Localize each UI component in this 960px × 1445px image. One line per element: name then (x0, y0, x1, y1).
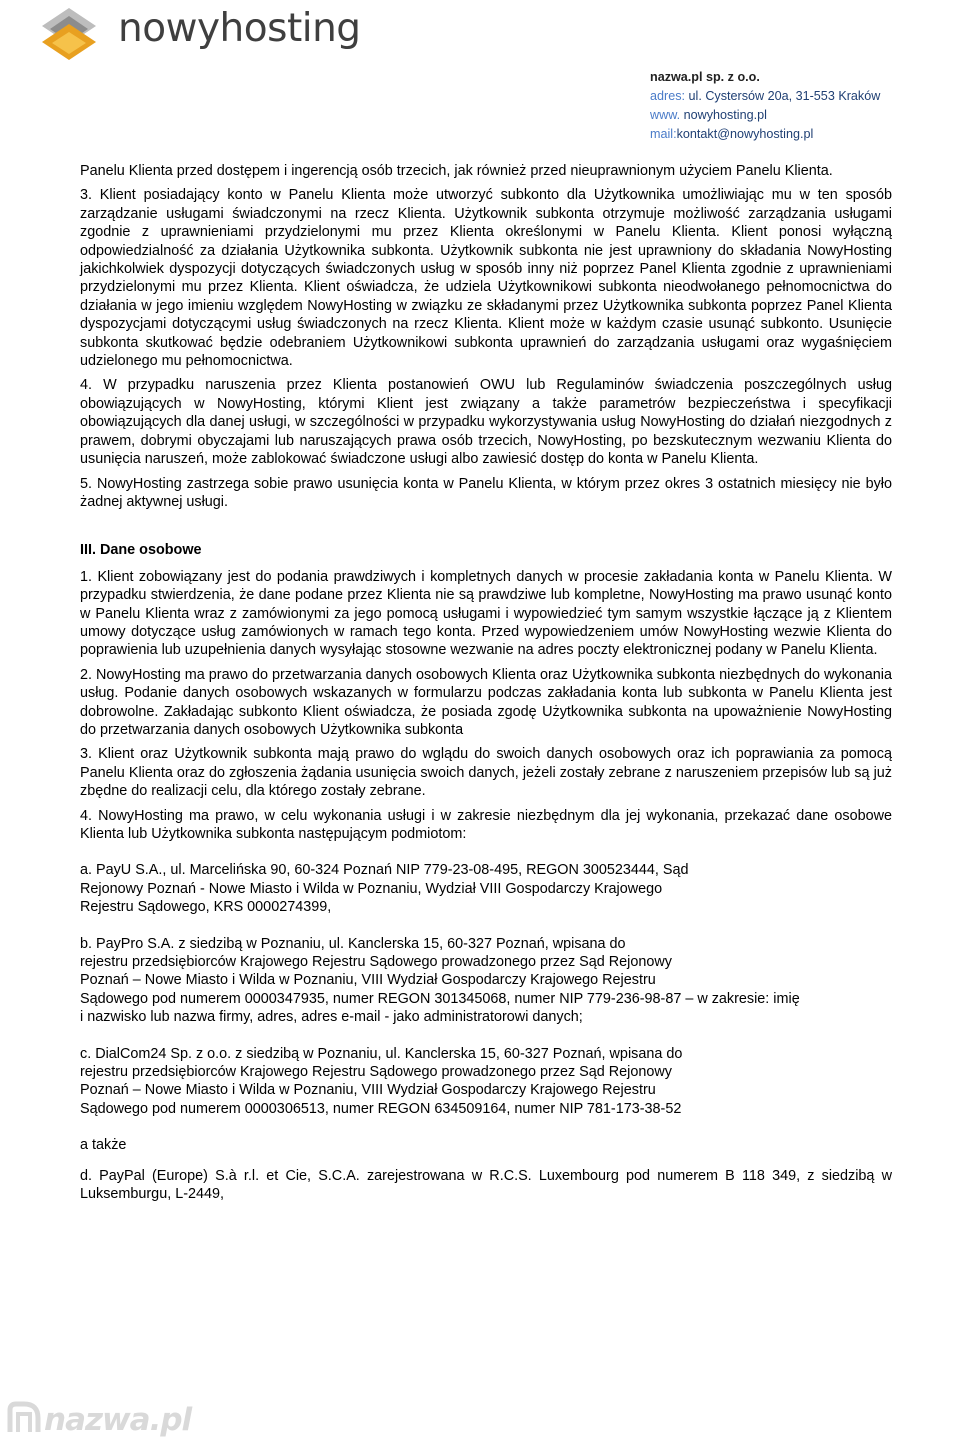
section-paragraph-2: 2. NowyHosting ma prawo do przetwarzania danych osobowych Klienta oraz Użytkownika subkonta niezbędnych do wykonania usług. Podanie danych osobowych wskazanych w formularzu podczas zakładania konta lub subkonta w Panelu Klienta jest dobrowolne. Zakładając subkonto Klient oświadcza, że posiada zgodę Użytkownika subkonta na upoważnienie NowyHosting do przetwarzania danych osobowych Użytkownika subkonta (80, 666, 892, 738)
company-www (650, 106, 880, 125)
mail-label: mail: (650, 127, 677, 141)
www-label: www. (650, 108, 681, 122)
paragraph-3: 3. Klient posiadający konto w Panelu Klienta może utworzyć subkonto dla Użytkownika umożliwiając mu w ten sposób zarządzanie usługami świadczonymi na rzecz Klienta. Użytkownik subkonta otrzymuje możliwość zarządzania usługami zgodnie z uprawnieniami przydzielonymi mu przez Klienta określonymi w Panelu Klienta. Klient ponosi wyłączną odpowiedzialność za działania Użytkownika subkonta. Użytkownik subkonta nie jest uprawniony do składania NowyHosting jakichkolwiek dyspozycji dotyczących świadczonych usług w sposób inny niż poprzez Panel Klienta zgodnie z uprawnieniami przydzielonymi mu przez Klienta. Klient oświadcza, że udziela Użytkownikowi subkonta nieodwołanego pełnomocnictwa do działania w jego imieniu względem NowyHosting w związku ze składanymi przez Użytkownika subkonta poprzez Panel Klienta dyspozycjami dotyczącymi usług świadczonych na rzecz Klienta. Klient może w każdym czasie usunąć subkonto. Usunięcie subkonta skutkować będzie odebraniem Użytkownikowi subkonta uprawnień do zarządzania usługami oraz wygaśnięciem udzielonego mu pełnomocnictwa. (80, 187, 892, 370)
company-info (650, 68, 880, 144)
document-body (80, 162, 892, 1210)
entity-paypal: d. PayPal (Europe) S.à r.l. et Cie, S.C.A. zarejestrowana w R.C.S. Luxembourg pod numerem B 118 349, z siedzibą w Luksemburgu, L-2449, (80, 1167, 892, 1203)
nazwa-logo (2, 1398, 192, 1442)
entity-line: Poznań – Nowe Miasto i Wilda w Poznaniu, VIII Wydział Gospodarczy Krajowego Rejestru (80, 972, 656, 989)
address-label: adres: (650, 89, 686, 103)
entity-line: rejestru przedsiębiorców Krajowego Rejestru Sądowego prowadzonego przez Sąd Rejonowy (80, 954, 672, 971)
entity-line: Rejonowy Poznań - Nowe Miasto i Wilda w Poznaniu, Wydział VIII Gospodarczy Krajowego (80, 880, 663, 897)
entity-paypro (80, 935, 892, 1027)
nazwa-logo-mark-icon (4, 1400, 44, 1440)
company-mail (650, 125, 880, 144)
brand-name: nowyhosting (118, 6, 361, 51)
nowyhosting-logo-mark-icon (38, 4, 100, 60)
entity-line: Sądowego pod numerem 0000347935, numer REGON 301345068, numer NIP 779-236-98-87 – w zakresie: imię (80, 990, 800, 1007)
paragraph-4: 4. W przypadku naruszenia przez Klienta postanowień OWU lub Regulaminów świadczenia poszczególnych usług obowiązujących w NowyHosting, którymi Klient jest związany a także parametrów bezpieczeństwa i specyfikacji obowiązujących dla danej usługi, w szczególności w przypadku wykorzystywania usług NowyHosting do działań niezgodnych z prawem, dobrymi obyczajami lub naruszających prawa osób trzecich, NowyHosting, po bezskutecznym wezwaniu Klienta do usunięcia naruszeń, może zablokować świadczone usługi albo zawiesić dostęp do konta w Panelu Klienta. (80, 377, 892, 468)
nowyhosting-logo (38, 4, 361, 60)
paragraph-5: 5. NowyHosting zastrzega sobie prawo usunięcia konta w Panelu Klienta, w którym przez okres 3 ostatnich miesięcy nie było żadnej aktywnej usługi. (80, 475, 892, 510)
address-value: ul. Cystersów 20a, 31-553 Kraków (688, 89, 881, 103)
footer-brand-name: nazwa.pl (44, 1402, 192, 1438)
entity-line: a. PayU S.A., ul. Marcelińska 90, 60-324 Poznań NIP 779-23-08-495, REGON 300523444, Sąd (80, 862, 689, 879)
entity-line: Rejestru Sądowego, KRS 0000274399, (80, 899, 332, 916)
section-paragraph-4: 4. NowyHosting ma prawo, w celu wykonania usługi i w zakresie niezbędnym dla jej wykonania, przekazać dane osobowe Klienta lub Użytkownika subkonta następującym podmiotom: (80, 807, 892, 842)
mail-value[interactable]: kontakt@nowyhosting.pl (676, 127, 814, 141)
entity-payu (80, 861, 892, 916)
paragraph-intro: Panelu Klienta przed dostępem i ingerencją osób trzecich, jak również przed nieuprawnionym użyciem Panelu Klienta. (80, 163, 833, 179)
company-name: nazwa.pl sp. z o.o. (650, 70, 760, 84)
section-paragraph-1: 1. Klient zobowiązany jest do podania prawdziwych i kompletnych danych w procesie zakładania konta w Panelu Klienta. W przypadku stwierdzenia, że dane podane przez Klienta nie są prawdziwe lub kompletne, NowyHosting ma prawo usunąć konto w Panelu Klienta wraz z zamówionymi za jego pomocą usługami i wypowiedzieć tym samym wszystkie łączące ją z Klientem umowy dotyczące usług zamówionych w ramach tego konta. Przed wypowiedzeniem umów NowyHosting wezwie Klienta do poprawienia lub uzupełnienia danych wysyłając stosowne wezwanie na adres poczty elektronicznej podany w Panelu Klienta. (80, 568, 892, 659)
www-value[interactable]: nowyhosting.pl (683, 108, 767, 122)
entity-line: c. DialCom24 Sp. z o.o. z siedzibą w Poznaniu, ul. Kanclerska 15, 60-327 Poznań, wpisana do (80, 1045, 683, 1062)
section-paragraph-3: 3. Klient oraz Użytkownik subkonta mają prawo do wglądu do swoich danych osobowych oraz ich poprawiania za pomocą Panelu Klienta oraz do zgłoszenia żądania usunięcia swoich danych, jeżeli zostały zebrane z naruszeniem przepisów lub są już zbędne do realizacji celu, dla którego zostały zebrane. (80, 746, 892, 800)
entity-line: Sądowego pod numerem 0000306513, numer REGON 634509164, numer NIP 781-173-38-52 (80, 1100, 682, 1117)
entity-line: Poznań – Nowe Miasto i Wilda w Poznaniu, VIII Wydział Gospodarczy Krajowego Rejestru (80, 1082, 656, 1099)
entity-line: i nazwisko lub nazwa firmy, adres, adres e-mail - jako administratorowi danych; (80, 1009, 583, 1026)
entity-line: b. PayPro S.A. z siedzibą w Poznaniu, ul. Kanclerska 15, 60-327 Poznań, wpisana do (80, 935, 626, 952)
entity-line: rejestru przedsiębiorców Krajowego Rejestru Sądowego prowadzonego przez Sąd Rejonowy (80, 1064, 672, 1081)
also-label: a także (80, 1137, 127, 1154)
section-heading: III. Dane osobowe (80, 542, 202, 559)
entity-dialcom (80, 1045, 892, 1119)
company-address (650, 87, 880, 106)
